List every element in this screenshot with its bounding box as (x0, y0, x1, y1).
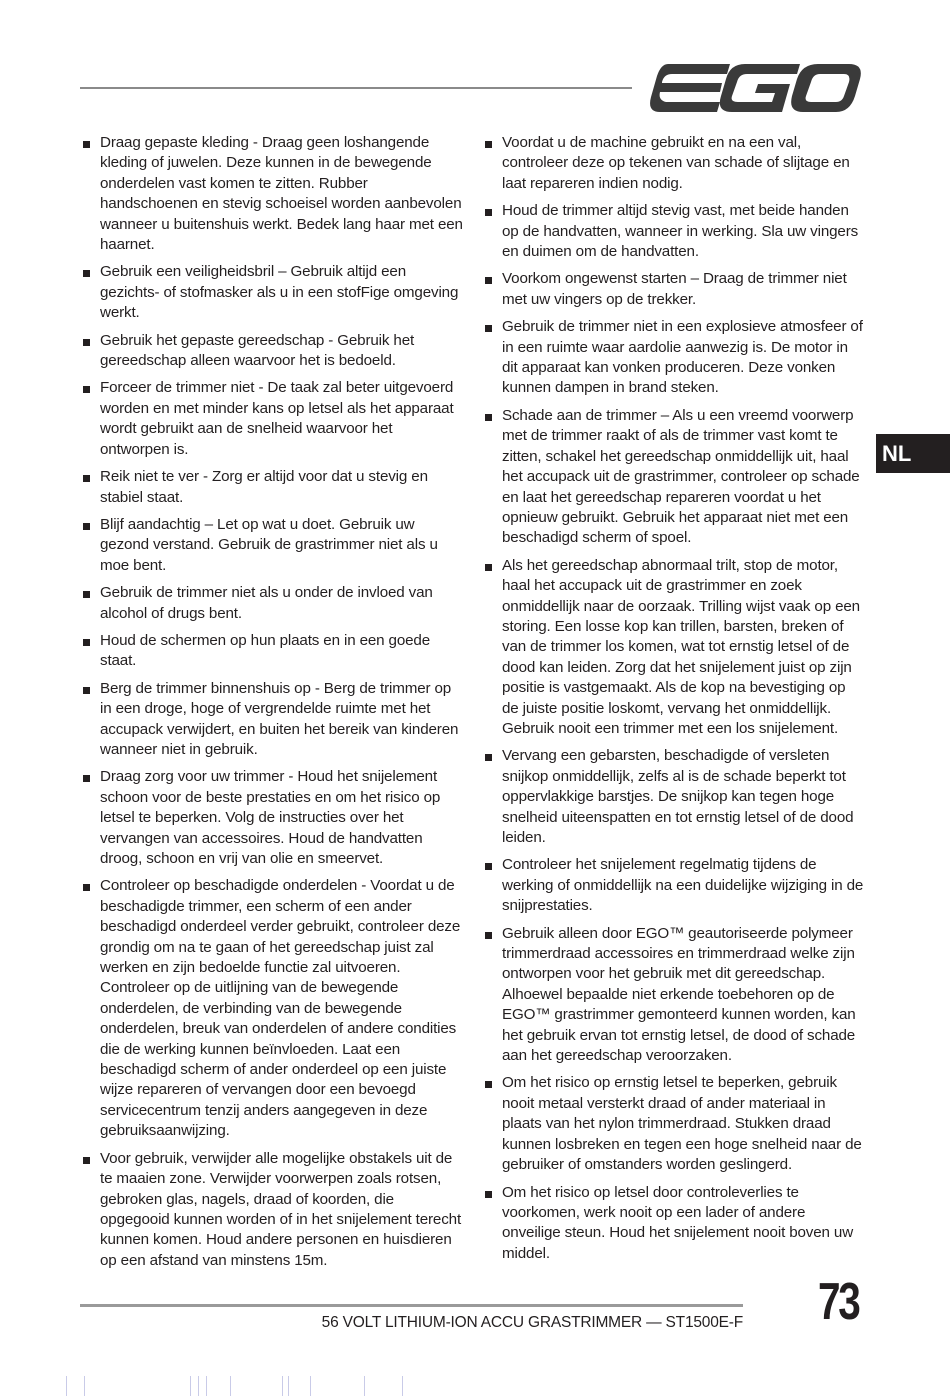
list-item (484, 317, 866, 399)
bullet-square (83, 591, 90, 598)
list-item (484, 133, 866, 194)
list-item-text: Gebruik het gepaste gereedschap - Gebruik het gereedschap alleen waarvoor het is bedoeld. (100, 331, 415, 370)
list-item-text: Houd de schermen op hun plaats en in een goede staat. (100, 631, 431, 670)
list-item-text: Gebruik alleen door EGO™ geautoriseerde polymeer trimmerdraad accessoires en trimmerdraad welke zijn ontworpen voor het gebruik met dit gereedschap. Alhoewel bepaalde niet erkende toebehoren op de EGO™ grastrimmer gemonteerd kunnen worden, kan het gebruik ervan tot ernstig letsel, de dood of schade aan het gereedschap veroorzaken. (502, 924, 856, 1065)
list-item (484, 1073, 866, 1175)
bullet-square (485, 1191, 492, 1198)
list-item-text: Blijf aandachtig – Let op wat u doet. Gebruik uw gezond verstand. Gebruik de grastrimmer niet als u moe bent. (100, 515, 438, 574)
bullet-square (485, 277, 492, 284)
list-item (82, 467, 464, 508)
language-tab: NL (876, 434, 950, 473)
list-item-text: Controleer op beschadigde onderdelen - Voordat u de beschadigde trimmer, een scherm of een ander beschadigd onderdeel verder gebruikt, controleer deze grondig om na te gaan of het gereedschap juist zal werken en zijn bedoelde functie zal uitvoeren. Controleer op de uitlijning van de bewegende onderdelen, de verbinding van de bewegende onderdelen, breuk van onderdelen of andere condities die de werking kunnen beïnvloeden. Laat een beschadigd scherm of ander onderdeel op een juiste wijze repareren of vervangen door een bevoegd servicecentrum tenzij anders aangegeven in deze gebruiksaanwijzing. (100, 877, 461, 1140)
list-item-text: Gebruik de trimmer niet als u onder de invloed van alcohol of drugs bent. (100, 584, 433, 622)
footer-rule (80, 1304, 743, 1307)
list-item-text: Reik niet te ver - Zorg er altijd voor dat u stevig en stabiel staat. (100, 468, 428, 506)
list-item-text: Gebruik de trimmer niet in een explosieve atmosfeer of in een ruimte waar aardolie aanwezig is. De motor in dit apparaat kan vonken produceren. Deze vonken kunnen dampen in brand steken. (502, 318, 863, 397)
bullet-square (485, 325, 492, 332)
bullet-square (485, 564, 492, 571)
bullet-square (83, 141, 90, 148)
bullet-square (485, 141, 492, 148)
right-column (484, 133, 866, 1271)
list-item (82, 631, 464, 672)
bullet-square (485, 209, 492, 216)
bullet-square (83, 639, 90, 646)
list-item (82, 378, 464, 460)
bullet-square (83, 687, 90, 694)
list-item-text: Voor gebruik, verwijder alle mogelijke obstakels uit de te maaien zone. Verwijder voorwerpen zoals rotsen, gebroken glas, nagels, draad of koorden, die opgegooid kunnen worden of in het snijelement terecht kunnen komen. Houd andere personen en huisdieren op een afstand van minstens 15m. (100, 1149, 462, 1269)
list-item (484, 855, 866, 916)
bullet-square (485, 863, 492, 870)
list-item-text: Gebruik een veiligheidsbril – Gebruik altijd een gezichts- of stofmasker als u in een stofFige omgeving werkt. (100, 263, 459, 322)
list-item-text: Controleer het snijelement regelmatig tijdens de werking of onmiddellijk na een duidelijke wijziging in de snijprestaties. (502, 856, 864, 915)
list-item-text: Voordat u de machine gebruikt en na een val, controleer deze op tekenen van schade of slijtage en laat repareren indien nodig. (502, 134, 850, 192)
bullet-square (83, 339, 90, 346)
list-item-text: Draag zorg voor uw trimmer - Houd het snijelement schoon voor de beste prestaties en om het risico op letsel te beperken. Volg de instructies over het vervangen van accessoires. Houd de handvatten droog, schoon en vrij van olie en smeervet. (100, 768, 441, 867)
list-item-text: Forceer de trimmer niet - De taak zal beter uitgevoerd worden en met minder kans op letsel als het apparaat wordt gebruikt aan de snelheid waarvoor het ontworpen is. (100, 379, 454, 458)
bullet-square (485, 1081, 492, 1088)
left-column (82, 133, 464, 1278)
list-item (484, 201, 866, 262)
list-item-text: Vervang een gebarsten, beschadigde of versleten snijkop onmiddellijk, zelfs al is de schade beperkt tot oppervlakkige barstjes. De snijkop kan tegen hoge snelheid uiteenspatten en tot ernstig letsel of de dood leiden. (502, 747, 854, 846)
list-item (484, 556, 866, 740)
list-item (82, 876, 464, 1141)
bullet-square (83, 270, 90, 277)
list-item-text: Als het gereedschap abnormaal trilt, stop de motor, haal het accupack uit de grastrimmer en zoek onmiddellijk naar de oorzaak. Trilling wijst vaak op een storing. Een losse kop kan trillen, barsten, breken of van de trimmer los komen, wat tot ernstig letsel of de dood kan leiden. Zorg dat het snijelement juist op zijn positie is vastgemaakt. Als de kop na bevestiging op de juiste positie loskomt, vervang het onmiddellijk. Gebruik nooit een trimmer met een los snijelement. (502, 556, 860, 737)
bullet-square (485, 414, 492, 421)
list-item (82, 583, 464, 624)
list-item (484, 269, 866, 310)
list-item-text: Om het risico op letsel door controleverlies te voorkomen, werk nooit op een lader of andere onveilige steun. Houd het snijelement nooit boven uw middel. (502, 1183, 854, 1262)
bullet-square (83, 386, 90, 393)
list-item (484, 746, 866, 848)
bullet-square (485, 754, 492, 761)
ego-logo (650, 62, 862, 114)
list-item-text: Berg de trimmer binnenshuis op - Berg de trimmer op in een droge, hoge of vergrendelde ruimte met het accupack verwijdert, en buiten het bereik van kinderen wanneer niet in gebruik. (100, 679, 459, 758)
list-item (82, 1149, 464, 1271)
bullet-square (83, 523, 90, 530)
bullet-square (83, 1157, 90, 1164)
list-item-text: Om het risico op ernstig letsel te beperken, gebruik nooit metaal versterkt draad of ander materiaal in plaats van het nylon trimmerdraad. Stukken draad kunnen losbreken en tegen een hoge snelheid naar de gebruiker of omstanders worden geslingerd. (502, 1074, 862, 1174)
list-item-text: Houd de trimmer altijd stevig vast, met beide handen op de handvatten, wanneer in werking. Sla uw vingers en duimen om de handvatten. (502, 202, 859, 261)
list-item (82, 679, 464, 761)
list-item (82, 262, 464, 323)
list-item (82, 133, 464, 255)
bullet-square (83, 775, 90, 782)
list-item (82, 515, 464, 576)
list-item (484, 924, 866, 1067)
list-item (484, 1183, 866, 1265)
bullet-square (485, 932, 492, 939)
list-item (82, 331, 464, 372)
list-item-text: Voorkom ongewenst starten – Draag de trimmer niet met uw vingers op de trekker. (502, 270, 847, 308)
page-number: 73 (818, 1273, 859, 1331)
list-item (82, 767, 464, 869)
footer-title: 56 VOLT LITHIUM-ION ACCU GRASTRIMMER — ST1500E-F (321, 1314, 743, 1331)
crop-marks (66, 1376, 466, 1396)
header-rule (80, 87, 632, 89)
list-item-text: Draag gepaste kleding - Draag geen loshangende kleding of juwelen. Deze kunnen in de bewegende onderdelen vast komen te zitten. Rubber handschoenen en stevig schoeisel worden aanbevolen wanneer u buitenshuis werkt. Bedek lang haar met een haarnet. (100, 134, 463, 254)
list-item (484, 406, 866, 549)
bullet-square (83, 475, 90, 482)
list-item-text: Schade aan de trimmer – Als u een vreemd voorwerp met de trimmer raakt of als de trimmer vast komt te zitten, schakel het gereedschap onmiddellijk uit, haal het accupack uit de grastrimmer, controleer op schade en laat het gereedschap repareren voordat u het opnieuw gebruikt. Gebruik het apparaat niet met een beschadigd scherm of spoel. (502, 406, 860, 547)
bullet-square (83, 884, 90, 891)
